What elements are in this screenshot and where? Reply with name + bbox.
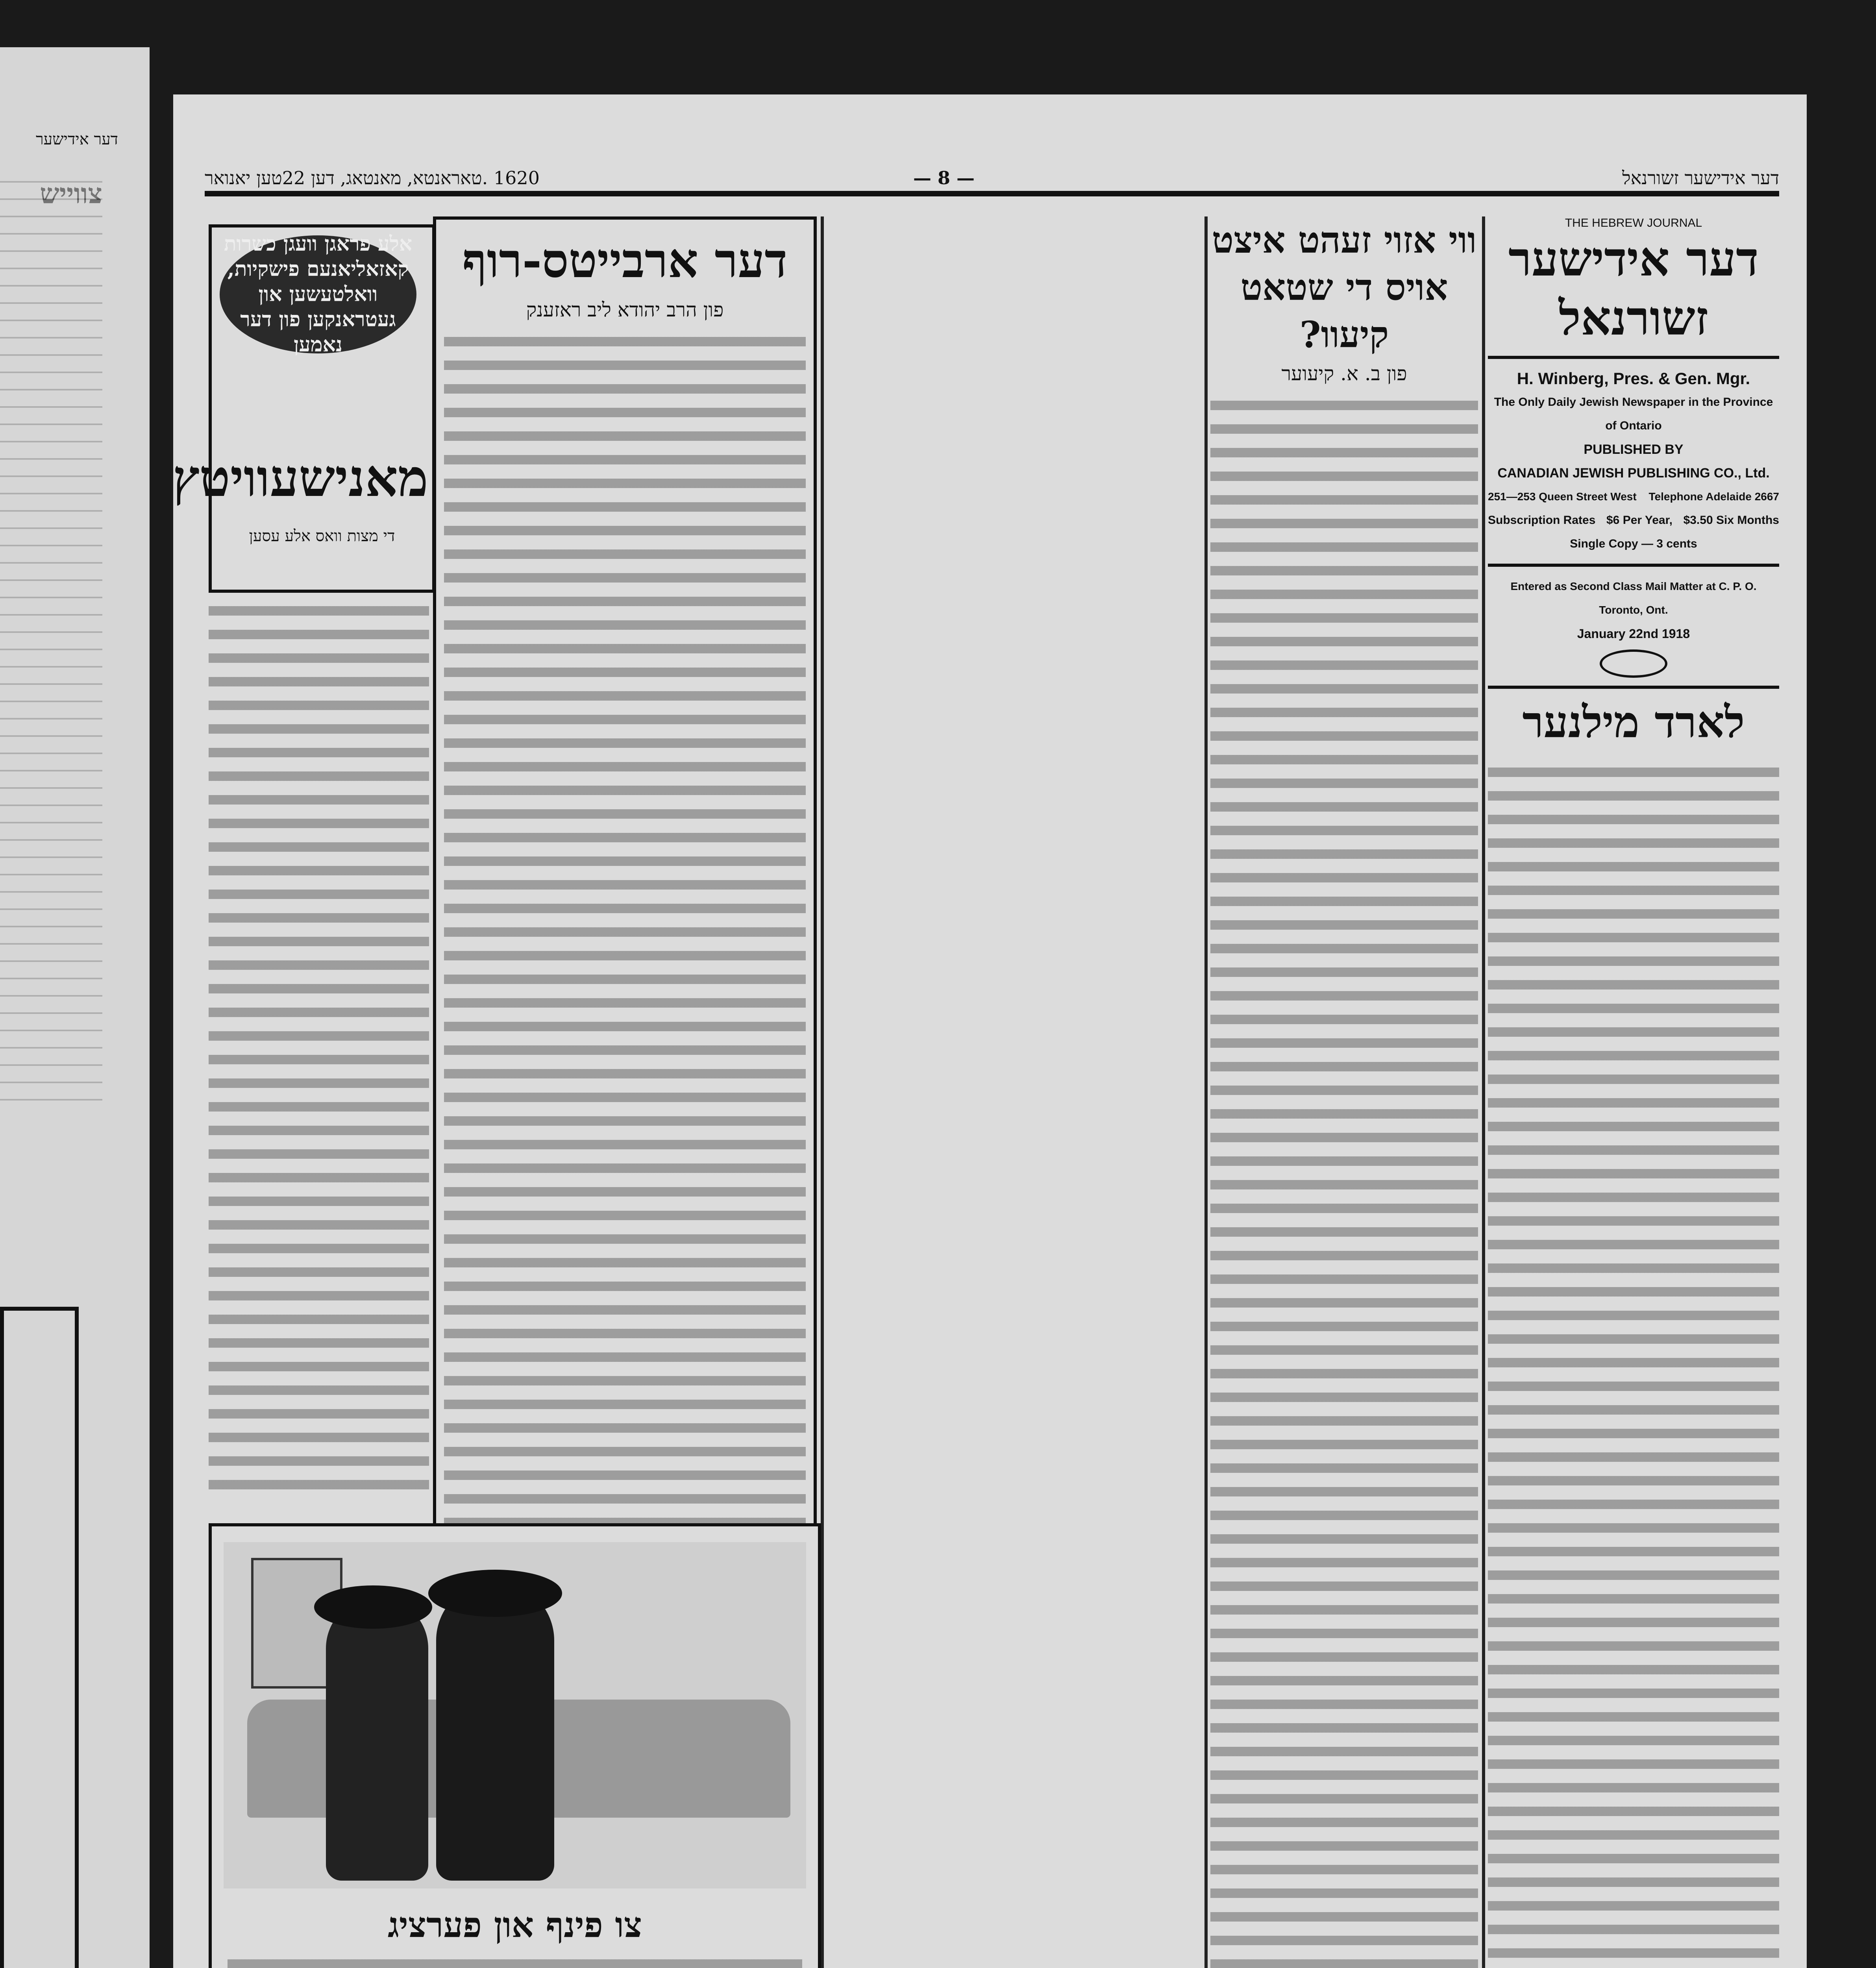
masthead-column bbox=[1488, 216, 1779, 1968]
masthead-rule bbox=[1488, 564, 1779, 567]
masthead-address: 251—253 Queen Street West bbox=[1488, 490, 1637, 503]
labor-article-title: דער ארבייטס-רוף bbox=[462, 233, 788, 289]
kiev-article-byline: פון ב. א. קיעוער bbox=[1281, 362, 1407, 385]
masthead-rate-six: $3.50 Six Months bbox=[1683, 514, 1779, 527]
newspaper-page bbox=[173, 94, 1807, 1968]
editorial-title: לארד מילנער bbox=[1522, 697, 1745, 747]
kiev-article-column bbox=[1210, 216, 1478, 1968]
page-number: — 8 — bbox=[913, 167, 975, 189]
masthead-title: דער אידישער זשורנאל bbox=[1508, 231, 1759, 346]
kiev-article-title: ווי אזוי זעהט איצט אויס די שטאט קיעוו? bbox=[1212, 219, 1477, 356]
manischewitz-ad bbox=[172, 224, 435, 593]
masthead-telephone: Telephone Adelaide 2667 bbox=[1648, 490, 1779, 503]
masthead-entered: Entered as Second Class Mail Matter at C. P. O. Toronto, Ont. bbox=[1510, 580, 1757, 616]
illustration-hat-left bbox=[314, 1585, 432, 1629]
masthead-company: CANADIAN JEWISH PUBLISHING CO., Ltd. bbox=[1497, 466, 1770, 481]
kiev-article-text-lines bbox=[1210, 393, 1478, 1968]
ad-illustration bbox=[224, 1542, 806, 1888]
previous-page-text-lines bbox=[0, 165, 102, 1110]
masthead-rates-label: Subscription Rates bbox=[1488, 514, 1596, 527]
masthead-tagline: The Only Daily Jewish Newspaper in the Province of Ontario bbox=[1494, 396, 1773, 432]
manischewitz-ad-slogan: די מצות וואס אלע עסען bbox=[249, 527, 395, 545]
column-divider bbox=[821, 216, 824, 1968]
running-head-date: 1620 .טאראנטא, מאנטאג, דען 22טען יאנואר bbox=[205, 167, 540, 189]
left-column-text-lines bbox=[209, 598, 429, 1504]
column-divider bbox=[1482, 216, 1485, 1968]
masthead-address-line bbox=[1488, 485, 1779, 509]
masthead-rule bbox=[1488, 686, 1779, 689]
previous-page-header: דער אידישער bbox=[35, 130, 118, 148]
labor-article-byline: פון הרב יהודא ליב ראזענק bbox=[526, 298, 724, 321]
masthead-published-by: PUBLISHED BY bbox=[1584, 442, 1684, 457]
masthead-rate-year: $6 Per Year, bbox=[1606, 514, 1672, 527]
masthead-publisher: H. Winberg, Pres. & Gen. Mgr. bbox=[1517, 369, 1750, 388]
column-divider bbox=[1204, 216, 1208, 1968]
masthead-rule bbox=[1488, 356, 1779, 359]
manischewitz-ad-brand: מאנישעוויטץ bbox=[172, 448, 428, 508]
previous-page-fragment bbox=[0, 47, 150, 1968]
masthead-english-title: THE HEBREW JOURNAL bbox=[1565, 216, 1702, 229]
masthead-single-copy: Single Copy — 3 cents bbox=[1570, 537, 1697, 550]
top-rule bbox=[205, 191, 1779, 196]
illustration-hat-right bbox=[428, 1570, 562, 1617]
manischewitz-ad-oval: אלע פראגן וועגן כשרות קאזאליאנעם פישקיות, וואלטעשען און געטראנקען פון דער נאמען bbox=[220, 235, 416, 353]
running-head bbox=[205, 167, 1779, 191]
previous-page-ad-border bbox=[0, 1307, 79, 1968]
left-column-text bbox=[209, 598, 429, 1504]
illustrated-ad-headline: צו פינף און פערציג bbox=[387, 1904, 642, 1945]
running-head-title: דער אידישער זשורנאל bbox=[1622, 167, 1779, 189]
illustrated-ad-text-lines bbox=[228, 1951, 802, 1968]
masthead-date: January 22nd 1918 bbox=[1577, 627, 1690, 641]
illustration-woman-left bbox=[326, 1597, 428, 1881]
illustrated-ad bbox=[209, 1523, 821, 1968]
masthead-rates-line bbox=[1488, 509, 1779, 532]
illustration-woman-right bbox=[436, 1581, 554, 1881]
masthead-emblem bbox=[1600, 649, 1667, 678]
editorial-text-lines bbox=[1488, 760, 1779, 1968]
